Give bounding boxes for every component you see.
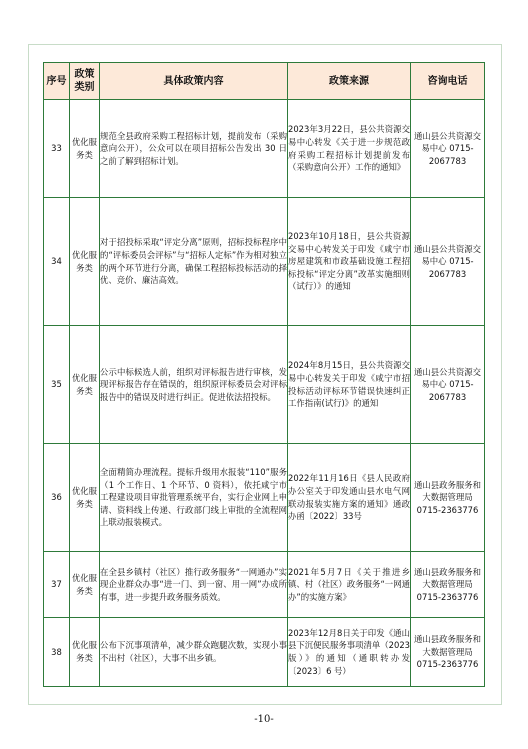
row-category: 优化服务类 [70, 444, 100, 552]
row-category: 优化服务类 [70, 198, 100, 326]
row-no: 36 [44, 444, 70, 552]
row-source: 2022年11月16日《县人民政府办公室关于印发通山县水电气网联动报装实施方案的通知》通政办函〔2022〕33号 [288, 444, 411, 552]
policy-table [43, 62, 485, 687]
row-category: 优化服务类 [70, 552, 100, 618]
row-no: 34 [44, 198, 70, 326]
row-content: 对于招投标采取“评定分离”原则，招标投标程序中的“评标委员会评标”与“招标人定标”作为相对独立的两个环节进行分离，确保工程招标投标活动的择优、竞价、廉洁高效。 [100, 198, 288, 326]
row-content: 公布下沉事项清单，减少群众跑腿次数，实现小事不出村（社区），大事不出乡镇。 [100, 618, 288, 687]
row-category: 优化服务类 [70, 618, 100, 687]
row-content: 在全县乡镇村（社区）推行政务服务“一网通办”实现企业群众办事“进一门、到一窗、用一网”办成所有事，进一步提升政务服务质效。 [100, 552, 288, 618]
row-content: 全面精简办理流程。提标升级用水报装“110”服务（1 个工作日、1 个环节、0 资料），依托咸宁市工程建设项目审批管理系统平台，实行企业网上申请、资料线上传递、行政部门线上审批的全流程网上联动报装模式。 [100, 444, 288, 552]
row-source: 2023年3月22日，县公共资源交易中心转发《关于进一步规范政府采购工程招标计划提前发布（采购意向公开）工作的通知》 [288, 100, 411, 198]
row-category: 优化服务类 [70, 326, 100, 444]
row-category: 优化服务类 [70, 100, 100, 198]
row-no: 38 [44, 618, 70, 687]
row-phone: 通山县政务服务和大数据管理局 0715-2363776 [411, 444, 485, 552]
page-number: -10- [254, 714, 274, 725]
row-source: 2021年5月7日《关于推进乡镇、村（社区）政务服务“一网通办”的实施方案》 [288, 552, 411, 618]
header-source: 政策来源 [288, 63, 411, 100]
row-phone: 通山县政务服务和大数据管理局 0715-2363776 [411, 552, 485, 618]
row-source: 2023年12月8日关于印发《通山县下沉便民服务事项清单（2023版）》的通知（通职转办发〔2023〕6 号） [288, 618, 411, 687]
row-no: 33 [44, 100, 70, 198]
table-row [44, 444, 485, 552]
table-row [44, 552, 485, 618]
header-phone: 咨询电话 [411, 63, 485, 100]
row-content: 公示中标候选人前，组织对评标报告进行审核，发现评标报告存在错误的，组织原评标委员会对评标报告中的错误及时进行纠正。促进依法招投标。 [100, 326, 288, 444]
header-no: 序号 [44, 63, 70, 100]
table-row [44, 618, 485, 687]
row-phone: 通山县公共资源交易中心 0715-2067783 [411, 100, 485, 198]
row-content: 规范全县政府采购工程招标计划，提前发布（采购意向公开），公众可以在项目招标公告发出 30 日之前了解到招标计划。 [100, 100, 288, 198]
header-content: 具体政策内容 [100, 63, 288, 100]
table-row [44, 198, 485, 326]
table-row [44, 326, 485, 444]
row-source: 2023年10月18日，县公共资源交易中心转发关于印发《咸宁市房屋建筑和市政基础设施工程招标投标“评定分离”改革实施细则（试行）》的通知 [288, 198, 411, 326]
row-source: 2024年8月15日，县公共资源交易中心转发关于印发《咸宁市招投标活动评标环节错误快速纠正工作指南(试行)》的通知 [288, 326, 411, 444]
table-header-row [44, 63, 485, 100]
row-phone: 通山县政务服务和大数据管理局 0715-2363776 [411, 618, 485, 687]
table-row [44, 100, 485, 198]
row-no: 35 [44, 326, 70, 444]
row-no: 37 [44, 552, 70, 618]
header-category: 政策类别 [70, 63, 100, 100]
row-phone: 通山县公共资源交易中心 0715-2067783 [411, 326, 485, 444]
row-phone: 通山县公共资源交易中心 0715-2067783 [411, 198, 485, 326]
